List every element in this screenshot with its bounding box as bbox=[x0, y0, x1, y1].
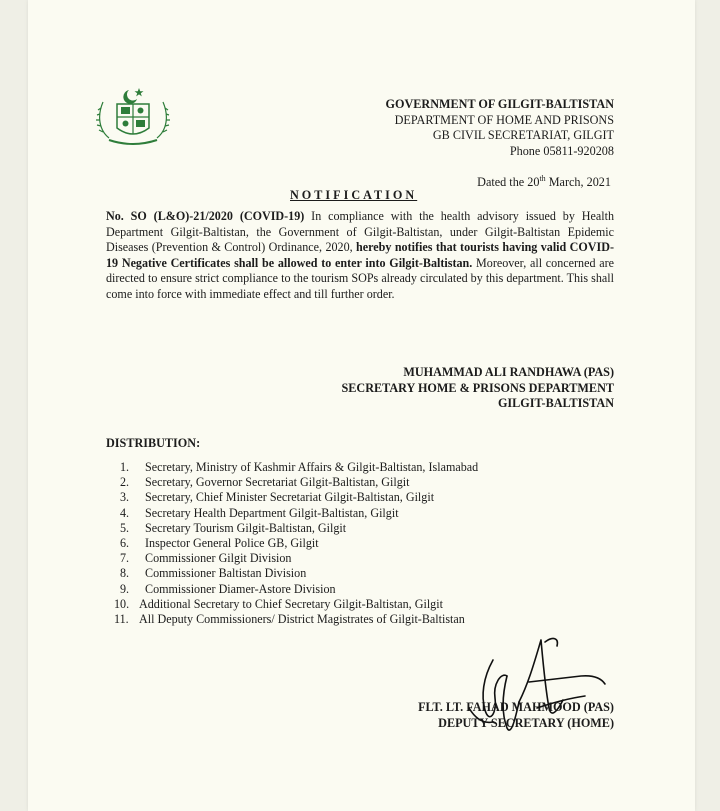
notification-title: NOTIFICATION bbox=[290, 188, 418, 202]
handwritten-signature-icon bbox=[445, 632, 620, 744]
body-bold-text: hereby notifies that tourists having valid COVID-19 Negative Certificates shall be allowed to enter into Gilgit-Baltistan. bbox=[106, 240, 614, 270]
signatory-1-name: MUHAMMAD ALI RANDHAWA (PAS) bbox=[403, 365, 614, 379]
list-item: 1. Secretary, Ministry of Kashmir Affairs & Gilgit-Baltistan, Islamabad bbox=[120, 460, 479, 474]
document-date bbox=[477, 174, 611, 190]
department-name: DEPARTMENT OF HOME AND PRISONS bbox=[394, 112, 614, 127]
list-item: 4. Secretary Health Department Gilgit-Baltistan, Gilgit bbox=[120, 505, 399, 520]
distribution-list bbox=[114, 460, 479, 627]
letterhead bbox=[386, 97, 614, 159]
reference-number: No. SO (L&O)-21/2020 (COVID-19) bbox=[106, 209, 305, 223]
date-rest: March, 2021 bbox=[545, 175, 611, 190]
gilgit-baltistan-emblem-icon bbox=[95, 86, 171, 148]
list-item: 3. Secretary, Chief Minister Secretariat Gilgit-Baltistan, Gilgit bbox=[120, 490, 435, 505]
list-item: 9. Commissioner Diamer-Astore Division bbox=[120, 581, 336, 596]
date-prefix: Dated the 20 bbox=[477, 175, 540, 190]
list-item: 10. Additional Secretary to Chief Secretary Gilgit-Baltistan, Gilgit bbox=[114, 596, 443, 611]
list-item: 6. Inspector General Police GB, Gilgit bbox=[120, 536, 319, 551]
date-ordinal: th bbox=[539, 174, 546, 183]
list-item: 2. Secretary, Governor Secretariat Gilgit-Baltistan, Gilgit bbox=[120, 475, 410, 490]
signatory-1-designation: SECRETARY HOME & PRISONS DEPARTMENT bbox=[341, 380, 614, 395]
body-text-2: Moreover, all concerned are directed to ensure strict compliance to the tourism SOPs already circulated by this department. This shall come into force with immediate effect and till further order. bbox=[106, 255, 614, 301]
phone-number: Phone 05811-920208 bbox=[509, 143, 614, 158]
body-text-1: In compliance with the health advisory issued by Health Department Gilgit-Baltistan, the Government of Gilgit-Baltistan, under Gilgit-Baltistan Epidemic Diseases (Prevention & Control) Ordinance, 2020, bbox=[106, 209, 614, 254]
signatory-2-name: FLT. LT. FAHAD MAHMOOD (PAS) bbox=[418, 700, 614, 714]
signatory-1-region: GILGIT-BALTISTAN bbox=[497, 396, 614, 410]
signatory-block-1 bbox=[342, 365, 614, 412]
list-item: 8. Commissioner Baltistan Division bbox=[120, 566, 307, 581]
government-name: GOVERNMENT OF GILGIT-BALTISTAN bbox=[385, 97, 614, 111]
list-item: 11. All Deputy Commissioners/ District Magistrates of Gilgit-Baltistan bbox=[114, 612, 465, 627]
notification-body bbox=[106, 209, 614, 302]
list-item: 7. Commissioner Gilgit Division bbox=[120, 551, 292, 566]
signatory-2-designation: DEPUTY SECRETARY (HOME) bbox=[438, 716, 614, 730]
distribution-title: DISTRIBUTION: bbox=[106, 436, 201, 450]
secretariat-address: GB CIVIL SECRETARIAT, GILGIT bbox=[432, 128, 614, 142]
list-item: 5. Secretary Tourism Gilgit-Baltistan, Gilgit bbox=[120, 520, 347, 535]
